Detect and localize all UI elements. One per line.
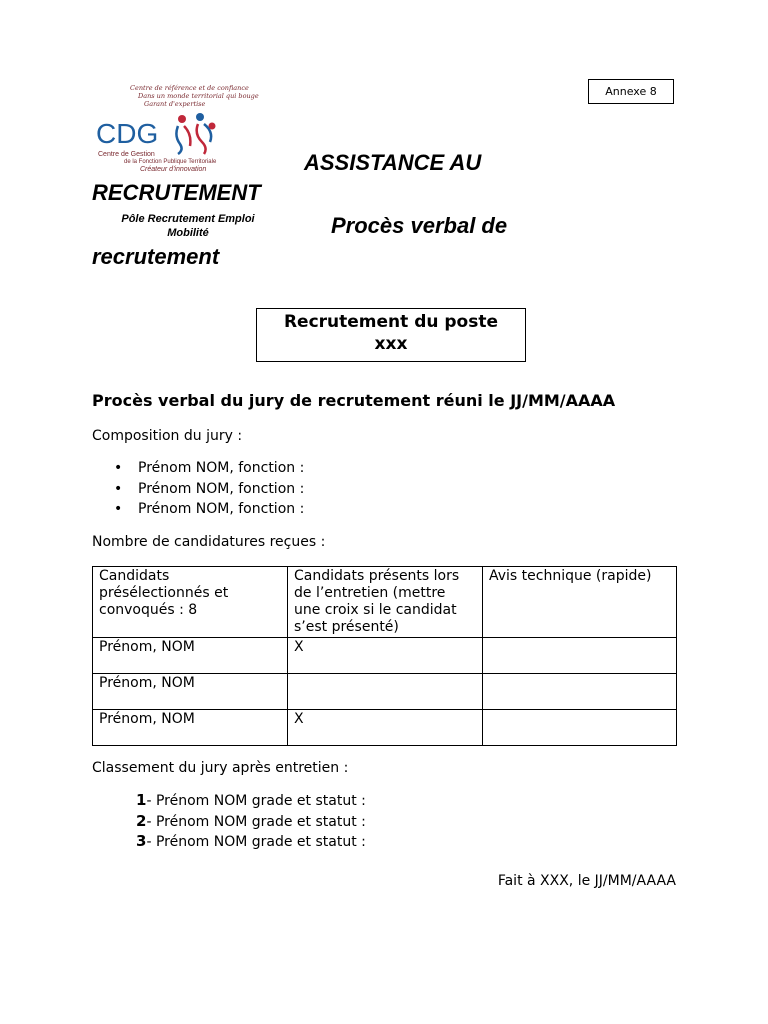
candidatures-label: Nombre de candidatures reçues : (92, 534, 326, 550)
table-header-row (93, 567, 677, 638)
logo-tagline-1: Centre de référence et de confiance (130, 84, 249, 92)
table-cell: Prénom, NOM (93, 638, 288, 674)
table-row (93, 674, 677, 710)
ranking-text: - Prénom NOM grade et statut : (146, 793, 366, 809)
logo-tagline-2: Dans un monde territorial qui bouge (138, 92, 259, 100)
ranking-label: Classement du jury après entretien : (92, 760, 349, 776)
cdg-logo (94, 84, 259, 176)
composition-label: Composition du jury : (92, 428, 243, 444)
table-header-cell: Avis technique (rapide) (483, 567, 677, 638)
table-row (93, 710, 677, 746)
table-header-cell: Candidats présélectionnés et convoqués : 8 (93, 567, 288, 638)
table-cell (483, 674, 677, 710)
jury-member-item: • Prénom NOM, fonction : (114, 460, 304, 481)
annex-label-box (588, 79, 674, 104)
ranking-text: - Prénom NOM grade et statut : (146, 813, 366, 830)
table-header-cell: Candidats présents lors de l’entretien (mettre une croix si le candidat s’est présenté) (288, 567, 483, 638)
annex-label: Annexe 8 (605, 85, 657, 98)
table-cell: Prénom, NOM (93, 674, 288, 710)
table-cell: Prénom, NOM (93, 710, 288, 746)
candidates-table (92, 566, 677, 746)
title-recrutement-2: recrutement (92, 244, 220, 269)
logo-people-icon (170, 112, 220, 156)
logo-tagline-3: Garant d'expertise (144, 100, 206, 108)
ranking-number: 2 (136, 811, 147, 830)
ranking-item (136, 832, 366, 853)
jury-member-item: • Prénom NOM, fonction : (114, 501, 304, 522)
title-assistance: ASSISTANCE AU (304, 150, 482, 175)
table-cell: X (288, 638, 483, 674)
post-title-box (256, 308, 526, 362)
ranking-list (136, 791, 366, 853)
table-cell (483, 638, 677, 674)
post-title-line-2: xxx (374, 334, 408, 354)
ranking-number: 1 (136, 791, 147, 809)
logo-line-3: Créateur d'innovation (140, 166, 207, 173)
jury-member-item: • Prénom NOM, fonction : (114, 481, 304, 502)
table-row (93, 638, 677, 674)
ranking-number: 3 (136, 832, 147, 850)
ranking-text: - Prénom NOM grade et statut : (146, 834, 366, 850)
signature-line: Fait à XXX, le JJ/MM/AAAA (497, 873, 676, 889)
table-cell: X (288, 710, 483, 746)
logo-line-1: Centre de Gestion (98, 151, 155, 158)
document-heading: Procès verbal du jury de recrutement réuni le JJ/MM/AAAA (92, 391, 616, 410)
title-recrutement: RECRUTEMENT (92, 180, 261, 205)
title-proces-verbal: Procès verbal de (331, 213, 508, 238)
ranking-item (136, 812, 366, 833)
logo-line-2: de la Fonction Publique Territoriale (124, 159, 217, 165)
post-title-line-1: Recrutement du poste (283, 312, 499, 332)
logo-brand: CDG (96, 118, 159, 149)
pole-subtitle: Pôle Recrutement Emploi Mobilité (121, 213, 255, 239)
table-cell (483, 710, 677, 746)
table-cell (288, 674, 483, 710)
jury-member-list (114, 460, 304, 522)
ranking-item (136, 791, 366, 812)
